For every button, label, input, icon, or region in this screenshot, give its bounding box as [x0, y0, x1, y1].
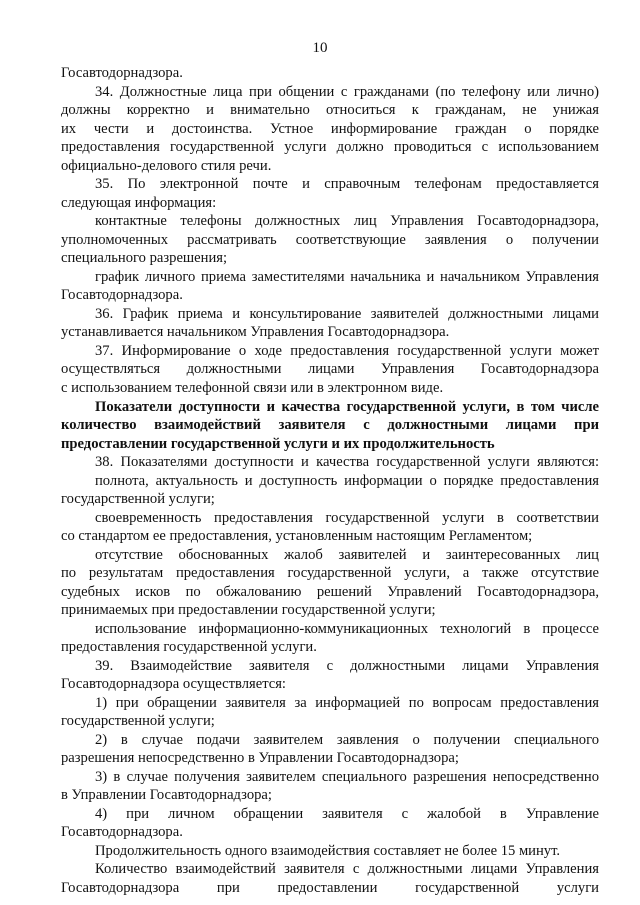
text-line: 35. По электронной почте и справочным телефонам предоставляется	[95, 176, 599, 192]
text-line: Госавтодорнадзора при предоставлении государственной услуги	[61, 880, 599, 896]
text-line: 39. Взаимодействие заявителя с должностными лицами Управления	[95, 658, 599, 674]
text-line: 1) при обращении заявителя за информацией по вопросам предоставления	[95, 695, 599, 711]
text-line: полнота, актуальность и доступность информации о порядке предоставления	[95, 473, 599, 489]
section-heading-line: Показатели доступности и качества государственной услуги, в том числе	[95, 399, 599, 415]
text-line: Продолжительность одного взаимодействия составляет не более 15 минут.	[95, 843, 561, 859]
text-line: предоставления государственной услуги должно проводиться с использованием	[61, 139, 599, 155]
text-line: 34. Должностные лица при общении с гражданами (по телефону или лично)	[95, 84, 599, 100]
text-line: 3) в случае получения заявителем специального разрешения непосредственно	[95, 769, 599, 785]
text-line: отсутствие обоснованных жалоб заявителей и заинтересованных лиц	[95, 547, 599, 563]
text-line: их чести и достоинства. Устное информирование граждан о порядке	[61, 121, 599, 137]
text-line: в Управлении Госавтодорнадзора;	[61, 787, 272, 803]
text-line: уполномоченных рассматривать соответствующие заявления о получении	[61, 232, 599, 248]
text-line: контактные телефоны должностных лиц Управления Госавтодорнадзора,	[95, 213, 599, 229]
text-line: график личного приема заместителями начальника и начальником Управления	[95, 269, 599, 285]
text-line: официально-делового стиля речи.	[61, 158, 272, 174]
text-line: со стандартом ее предоставления, установленным настоящим Регламентом;	[61, 528, 533, 544]
text-line: предоставления государственной услуги.	[61, 639, 317, 655]
text-line: Госавтодорнадзора.	[61, 287, 183, 303]
text-line: 4) при личном обращении заявителя с жалобой в Управление	[95, 806, 599, 822]
text-line: 2) в случае подачи заявителем заявления о получении специального	[95, 732, 599, 748]
text-line: использование информационно-коммуникационных технологий в процессе	[95, 621, 599, 637]
text-line: осуществляться должностными лицами Управления Госавтодорнадзора	[61, 361, 599, 377]
text-line: судебных исков по обжалованию решений Управлений Госавтодорнадзора,	[61, 584, 599, 600]
text-line: Госавтодорнадзора осуществляется:	[61, 676, 286, 692]
text-line: 38. Показателями доступности и качества государственной услуги являются:	[95, 454, 599, 470]
text-line: Госавтодорнадзора.	[61, 65, 183, 81]
text-line: должны корректно и внимательно относиться к гражданам, не унижая	[61, 102, 599, 118]
text-line: государственной услуги;	[61, 491, 215, 507]
page-number: 10	[312, 40, 328, 56]
section-heading-line: количество взаимодействий заявителя с должностными лицами при	[61, 417, 599, 433]
text-line: Госавтодорнадзора.	[61, 824, 183, 840]
text-line: 36. График приема и консультирование заявителей должностными лицами	[95, 306, 599, 322]
text-line: государственной услуги;	[61, 713, 215, 729]
text-line: Количество взаимодействий заявителя с должностными лицами Управления	[95, 861, 599, 877]
text-line: следующая информация:	[61, 195, 217, 211]
section-heading-line: предоставлении государственной услуги и их продолжительность	[61, 436, 495, 452]
text-line: своевременность предоставления государственной услуги в соответствии	[95, 510, 599, 526]
text-line: специального разрешения;	[61, 250, 228, 266]
text-line: по результатам предоставления государственной услуги, а также отсутствие	[61, 565, 599, 581]
text-line: разрешения непосредственно в Управлении Госавтодорнадзора;	[61, 750, 459, 766]
text-line: принимаемых при предоставлении государственной услуги;	[61, 602, 436, 618]
text-line: с использованием телефонной связи или в электронном виде.	[61, 380, 444, 396]
text-line: устанавливается начальником Управления Госавтодорнадзора.	[61, 324, 450, 340]
text-line: 37. Информирование о ходе предоставления государственной услуги может	[95, 343, 599, 359]
